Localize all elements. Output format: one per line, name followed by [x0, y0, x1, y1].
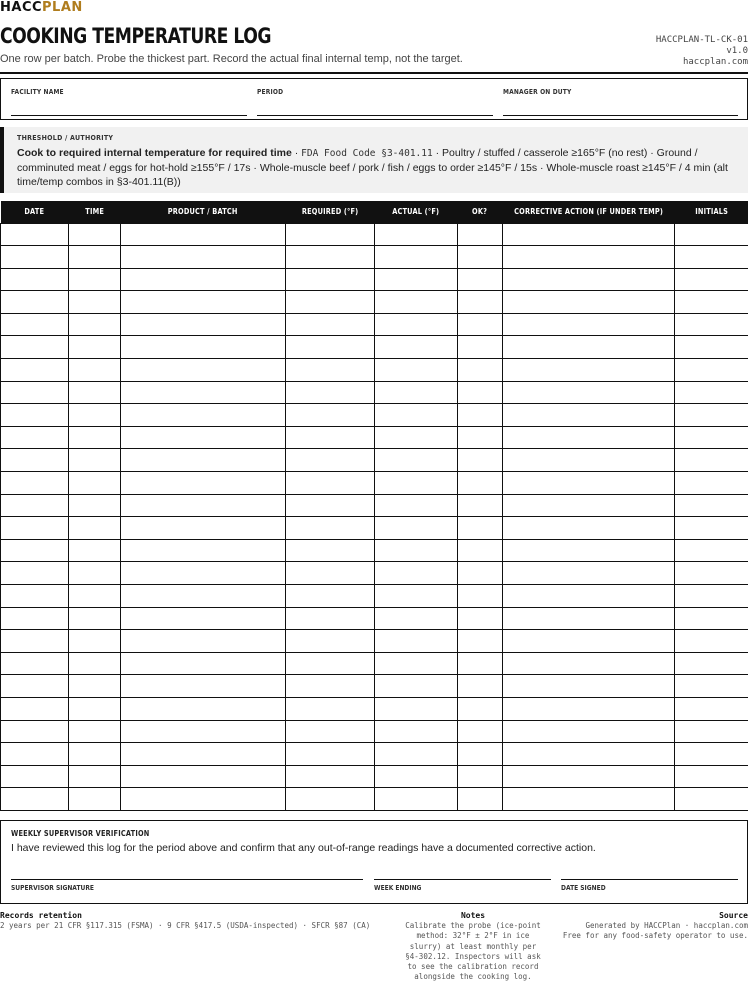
cell-corrective-action[interactable] — [503, 336, 675, 359]
cell-ok[interactable] — [458, 562, 503, 585]
cell-time[interactable] — [69, 765, 121, 788]
cell-required-temp[interactable] — [286, 652, 375, 675]
cell-corrective-action[interactable] — [503, 788, 675, 811]
signature-line — [11, 879, 363, 880]
cell-ok[interactable] — [458, 743, 503, 766]
supervisor-signature-field[interactable] — [11, 868, 363, 900]
cell-date[interactable] — [1, 585, 69, 608]
cell-actual-temp[interactable] — [375, 788, 458, 811]
cell-product-batch[interactable] — [121, 313, 286, 336]
cell-actual-temp[interactable] — [375, 359, 458, 382]
column-header-initials: INITIALS — [675, 201, 748, 223]
cell-corrective-action[interactable] — [503, 381, 675, 404]
cell-required-temp[interactable] — [286, 630, 375, 653]
cell-corrective-action[interactable] — [503, 652, 675, 675]
cell-time[interactable] — [69, 291, 121, 314]
cell-required-temp[interactable] — [286, 607, 375, 630]
cell-actual-temp[interactable] — [375, 404, 458, 427]
cell-ok[interactable] — [458, 517, 503, 540]
cell-initials[interactable] — [675, 404, 748, 427]
cell-time[interactable] — [69, 404, 121, 427]
table-row — [1, 381, 748, 404]
cell-corrective-action[interactable] — [503, 585, 675, 608]
cell-date[interactable] — [1, 675, 69, 698]
threshold-body: · Poultry / stuffed / casserole ≥165°F (no rest) · Ground / comminuted meat / eggs for hot-hold ≥155°F / 17s · Whole-muscle beef / pork / fish / eggs to order ≥145°F / 15s · Whole-muscle roast ≥145°F / 4 min (alt time/temp combos in §3-401.11(B)) — [17, 147, 728, 188]
cell-ok[interactable] — [458, 472, 503, 495]
cell-actual-temp[interactable] — [375, 607, 458, 630]
cell-required-temp[interactable] — [286, 381, 375, 404]
threshold-text — [17, 146, 738, 189]
column-header-actual-temp: ACTUAL (°F) — [375, 201, 458, 223]
cell-time[interactable] — [69, 359, 121, 382]
cell-ok[interactable] — [458, 246, 503, 269]
column-header-product-batch: PRODUCT / BATCH — [121, 201, 286, 223]
cell-corrective-action[interactable] — [503, 313, 675, 336]
cell-ok[interactable] — [458, 404, 503, 427]
threshold-lead: Cook to required internal temperature for required time — [17, 147, 292, 159]
source-line-1: Generated by HACCPlan · haccplan.com — [585, 921, 748, 930]
table-row — [1, 697, 748, 720]
cell-initials[interactable] — [675, 336, 748, 359]
cell-product-batch[interactable] — [121, 743, 286, 766]
cell-actual-temp[interactable] — [375, 675, 458, 698]
cell-initials[interactable] — [675, 223, 748, 246]
period-field[interactable] — [257, 88, 493, 116]
cell-corrective-action[interactable] — [503, 675, 675, 698]
cell-date[interactable] — [1, 517, 69, 540]
cell-product-batch[interactable] — [121, 291, 286, 314]
facility-name-field[interactable] — [11, 88, 247, 116]
document-id: HACCPLAN-TL-CK-01 — [655, 35, 748, 45]
cell-initials[interactable] — [675, 246, 748, 269]
cell-initials[interactable] — [675, 607, 748, 630]
table-row — [1, 585, 748, 608]
table-row — [1, 607, 748, 630]
cell-product-batch[interactable] — [121, 426, 286, 449]
cell-required-temp[interactable] — [286, 336, 375, 359]
cell-ok[interactable] — [458, 675, 503, 698]
cell-corrective-action[interactable] — [503, 562, 675, 585]
cell-corrective-action[interactable] — [503, 743, 675, 766]
cell-date[interactable] — [1, 246, 69, 269]
table-row — [1, 765, 748, 788]
cell-product-batch[interactable] — [121, 585, 286, 608]
notes-heading: Notes — [460, 911, 486, 920]
cell-date[interactable] — [1, 494, 69, 517]
date-signed-label: DATE SIGNED — [561, 884, 606, 892]
cell-initials[interactable] — [675, 426, 748, 449]
cell-initials[interactable] — [675, 449, 748, 472]
supervisor-signature-label: SUPERVISOR SIGNATURE — [11, 884, 94, 892]
cell-actual-temp[interactable] — [375, 449, 458, 472]
cell-time[interactable] — [69, 585, 121, 608]
cell-initials[interactable] — [675, 585, 748, 608]
cell-actual-temp[interactable] — [375, 313, 458, 336]
cell-product-batch[interactable] — [121, 517, 286, 540]
cell-product-batch[interactable] — [121, 449, 286, 472]
retention-heading: Records retention — [0, 911, 82, 920]
cell-required-temp[interactable] — [286, 291, 375, 314]
cell-actual-temp[interactable] — [375, 743, 458, 766]
cell-time[interactable] — [69, 720, 121, 743]
table-row — [1, 359, 748, 382]
cell-date[interactable] — [1, 539, 69, 562]
table-row — [1, 404, 748, 427]
table-row — [1, 472, 748, 495]
cell-initials[interactable] — [675, 765, 748, 788]
cell-required-temp[interactable] — [286, 223, 375, 246]
cell-required-temp[interactable] — [286, 562, 375, 585]
cell-initials[interactable] — [675, 630, 748, 653]
facility-name-label: FACILITY NAME — [11, 88, 64, 96]
cell-ok[interactable] — [458, 449, 503, 472]
cell-product-batch[interactable] — [121, 765, 286, 788]
cell-date[interactable] — [1, 359, 69, 382]
cell-required-temp[interactable] — [286, 585, 375, 608]
cell-time[interactable] — [69, 268, 121, 291]
table-header-row — [1, 201, 748, 223]
table-row — [1, 268, 748, 291]
cell-actual-temp[interactable] — [375, 291, 458, 314]
cell-product-batch[interactable] — [121, 359, 286, 382]
cell-ok[interactable] — [458, 359, 503, 382]
cell-time[interactable] — [69, 743, 121, 766]
cell-required-temp[interactable] — [286, 449, 375, 472]
cell-ok[interactable] — [458, 788, 503, 811]
column-header-corrective-action: CORRECTIVE ACTION (IF UNDER TEMP) — [503, 201, 675, 223]
cell-time[interactable] — [69, 472, 121, 495]
verification-label: WEEKLY SUPERVISOR VERIFICATION — [11, 829, 150, 838]
verification-statement: I have reviewed this log for the period above and confirm that any out-of-range readings have a documented corrective action. — [11, 842, 596, 854]
cell-time[interactable] — [69, 494, 121, 517]
cell-date[interactable] — [1, 291, 69, 314]
cell-time[interactable] — [69, 607, 121, 630]
cell-ok[interactable] — [458, 381, 503, 404]
table-row — [1, 788, 748, 811]
document-site: haccplan.com — [682, 57, 748, 67]
cell-date[interactable] — [1, 449, 69, 472]
table-row — [1, 675, 748, 698]
cell-date[interactable] — [1, 426, 69, 449]
cell-time[interactable] — [69, 788, 121, 811]
table-row — [1, 743, 748, 766]
cell-required-temp[interactable] — [286, 246, 375, 269]
cell-ok[interactable] — [458, 539, 503, 562]
retention-text: 2 years per 21 CFR §117.315 (FSMA) · 9 CFR §417.5 (USDA-inspected) · SFCR §87 (CA) — [0, 921, 371, 930]
week-ending-line — [374, 879, 551, 880]
cell-time[interactable] — [69, 449, 121, 472]
table-row — [1, 630, 748, 653]
cell-ok[interactable] — [458, 630, 503, 653]
table-row — [1, 223, 748, 246]
cell-ok[interactable] — [458, 607, 503, 630]
document-version: v1.0 — [726, 46, 748, 56]
source-line-2: Free for any food-safety operator to use. — [562, 931, 748, 941]
cell-ok[interactable] — [458, 720, 503, 743]
cell-initials[interactable] — [675, 494, 748, 517]
cell-date[interactable] — [1, 788, 69, 811]
cell-date[interactable] — [1, 743, 69, 766]
cell-time[interactable] — [69, 539, 121, 562]
cell-time[interactable] — [69, 562, 121, 585]
cell-date[interactable] — [1, 336, 69, 359]
cell-corrective-action[interactable] — [503, 494, 675, 517]
cell-ok[interactable] — [458, 585, 503, 608]
cell-corrective-action[interactable] — [503, 517, 675, 540]
cell-corrective-action[interactable] — [503, 223, 675, 246]
page-title: COOKING TEMPERATURE LOG — [0, 24, 272, 48]
cell-required-temp[interactable] — [286, 539, 375, 562]
column-header-time: TIME — [69, 201, 121, 223]
header-divider — [0, 72, 748, 74]
cell-date[interactable] — [1, 720, 69, 743]
table-row — [1, 562, 748, 585]
cell-time[interactable] — [69, 223, 121, 246]
cell-product-batch[interactable] — [121, 675, 286, 698]
cell-product-batch[interactable] — [121, 788, 286, 811]
cell-ok[interactable] — [458, 426, 503, 449]
table-row — [1, 652, 748, 675]
table-row — [1, 494, 748, 517]
table-row — [1, 246, 748, 269]
cell-date[interactable] — [1, 652, 69, 675]
cell-date[interactable] — [1, 630, 69, 653]
page-subtitle: One row per batch. Probe the thickest part. Record the actual final internal temp, not the target. — [0, 53, 463, 65]
cell-required-temp[interactable] — [286, 720, 375, 743]
cell-required-temp[interactable] — [286, 404, 375, 427]
cell-actual-temp[interactable] — [375, 268, 458, 291]
table-row — [1, 449, 748, 472]
cell-actual-temp[interactable] — [375, 472, 458, 495]
cell-date[interactable] — [1, 607, 69, 630]
table-row — [1, 539, 748, 562]
cell-actual-temp[interactable] — [375, 720, 458, 743]
cell-ok[interactable] — [458, 291, 503, 314]
cell-corrective-action[interactable] — [503, 765, 675, 788]
cell-ok[interactable] — [458, 765, 503, 788]
cell-time[interactable] — [69, 246, 121, 269]
cell-time[interactable] — [69, 517, 121, 540]
footer-retention — [0, 911, 400, 931]
cell-product-batch[interactable] — [121, 630, 286, 653]
cell-date[interactable] — [1, 223, 69, 246]
cell-time[interactable] — [69, 426, 121, 449]
period-label: PERIOD — [257, 88, 284, 96]
cell-actual-temp[interactable] — [375, 697, 458, 720]
cell-required-temp[interactable] — [286, 472, 375, 495]
cell-corrective-action[interactable] — [503, 630, 675, 653]
cell-actual-temp[interactable] — [375, 585, 458, 608]
cell-ok[interactable] — [458, 336, 503, 359]
source-heading: Source — [719, 911, 748, 920]
cell-time[interactable] — [69, 381, 121, 404]
cell-actual-temp[interactable] — [375, 336, 458, 359]
cell-date[interactable] — [1, 697, 69, 720]
cell-initials[interactable] — [675, 652, 748, 675]
cell-ok[interactable] — [458, 313, 503, 336]
cell-required-temp[interactable] — [286, 359, 375, 382]
cell-required-temp[interactable] — [286, 268, 375, 291]
cell-actual-temp[interactable] — [375, 630, 458, 653]
cell-time[interactable] — [69, 336, 121, 359]
cell-corrective-action[interactable] — [503, 291, 675, 314]
brand-logo: HACCPLAN — [0, 0, 83, 15]
cell-corrective-action[interactable] — [503, 426, 675, 449]
cell-ok[interactable] — [458, 223, 503, 246]
table-row — [1, 336, 748, 359]
cell-initials[interactable] — [675, 675, 748, 698]
cell-initials[interactable] — [675, 313, 748, 336]
cell-ok[interactable] — [458, 652, 503, 675]
cell-initials[interactable] — [675, 539, 748, 562]
cell-initials[interactable] — [675, 472, 748, 495]
cell-corrective-action[interactable] — [503, 404, 675, 427]
cell-corrective-action[interactable] — [503, 607, 675, 630]
cell-product-batch[interactable] — [121, 246, 286, 269]
cell-date[interactable] — [1, 562, 69, 585]
cell-corrective-action[interactable] — [503, 246, 675, 269]
cell-required-temp[interactable] — [286, 675, 375, 698]
week-ending-label: WEEK ENDING — [374, 884, 422, 892]
column-header-required-temp: REQUIRED (°F) — [286, 201, 375, 223]
threshold-panel — [0, 127, 748, 193]
cell-product-batch[interactable] — [121, 562, 286, 585]
facility-info-box — [0, 78, 748, 120]
threshold-label: THRESHOLD / AUTHORITY — [17, 134, 114, 142]
cell-date[interactable] — [1, 268, 69, 291]
cell-ok[interactable] — [458, 268, 503, 291]
cell-initials[interactable] — [675, 720, 748, 743]
cell-date[interactable] — [1, 313, 69, 336]
cell-actual-temp[interactable] — [375, 517, 458, 540]
cell-time[interactable] — [69, 675, 121, 698]
threshold-citation: FDA Food Code §3-401.11 — [301, 148, 433, 159]
cell-product-batch[interactable] — [121, 223, 286, 246]
cell-initials[interactable] — [675, 268, 748, 291]
cell-time[interactable] — [69, 697, 121, 720]
cell-corrective-action[interactable] — [503, 449, 675, 472]
cell-corrective-action[interactable] — [503, 472, 675, 495]
cell-product-batch[interactable] — [121, 472, 286, 495]
date-signed-field[interactable] — [561, 868, 738, 900]
cell-actual-temp[interactable] — [375, 494, 458, 517]
cell-actual-temp[interactable] — [375, 246, 458, 269]
manager-on-duty-field[interactable] — [503, 88, 738, 116]
footer-notes — [405, 911, 541, 983]
table-row — [1, 426, 748, 449]
cell-date[interactable] — [1, 472, 69, 495]
cell-actual-temp[interactable] — [375, 539, 458, 562]
cell-actual-temp[interactable] — [375, 765, 458, 788]
cell-required-temp[interactable] — [286, 743, 375, 766]
cell-product-batch[interactable] — [121, 697, 286, 720]
cell-required-temp[interactable] — [286, 313, 375, 336]
cell-required-temp[interactable] — [286, 788, 375, 811]
cell-corrective-action[interactable] — [503, 697, 675, 720]
manager-on-duty-label: MANAGER ON DUTY — [503, 88, 572, 96]
cell-product-batch[interactable] — [121, 720, 286, 743]
cell-date[interactable] — [1, 381, 69, 404]
cell-initials[interactable] — [675, 359, 748, 382]
cell-initials[interactable] — [675, 697, 748, 720]
table-row — [1, 720, 748, 743]
cell-time[interactable] — [69, 630, 121, 653]
column-header-ok: OK? — [458, 201, 503, 223]
cell-corrective-action[interactable] — [503, 720, 675, 743]
cooking-log-table — [0, 201, 748, 811]
cell-product-batch[interactable] — [121, 539, 286, 562]
cell-required-temp[interactable] — [286, 426, 375, 449]
cell-time[interactable] — [69, 652, 121, 675]
table-row — [1, 313, 748, 336]
cell-actual-temp[interactable] — [375, 562, 458, 585]
cell-initials[interactable] — [675, 291, 748, 314]
table-row — [1, 291, 748, 314]
cell-ok[interactable] — [458, 494, 503, 517]
cell-product-batch[interactable] — [121, 381, 286, 404]
cell-product-batch[interactable] — [121, 404, 286, 427]
threshold-separator: · — [291, 147, 302, 159]
cell-initials[interactable] — [675, 381, 748, 404]
cell-product-batch[interactable] — [121, 268, 286, 291]
footer-source — [538, 911, 748, 942]
cell-initials[interactable] — [675, 743, 748, 766]
cell-actual-temp[interactable] — [375, 223, 458, 246]
column-header-date: DATE — [1, 201, 69, 223]
cell-corrective-action[interactable] — [503, 539, 675, 562]
cell-product-batch[interactable] — [121, 652, 286, 675]
cell-required-temp[interactable] — [286, 765, 375, 788]
cell-actual-temp[interactable] — [375, 426, 458, 449]
cell-date[interactable] — [1, 404, 69, 427]
cell-corrective-action[interactable] — [503, 268, 675, 291]
cell-initials[interactable] — [675, 562, 748, 585]
week-ending-field[interactable] — [374, 868, 551, 900]
cell-required-temp[interactable] — [286, 697, 375, 720]
cell-initials[interactable] — [675, 517, 748, 540]
table-row — [1, 517, 748, 540]
document-meta — [656, 35, 748, 68]
cell-initials[interactable] — [675, 788, 748, 811]
cell-product-batch[interactable] — [121, 336, 286, 359]
supervisor-verification-box — [0, 820, 748, 904]
cell-actual-temp[interactable] — [375, 381, 458, 404]
date-signed-line — [561, 879, 738, 880]
cell-product-batch[interactable] — [121, 494, 286, 517]
cell-date[interactable] — [1, 765, 69, 788]
cell-required-temp[interactable] — [286, 517, 375, 540]
cell-actual-temp[interactable] — [375, 652, 458, 675]
cell-time[interactable] — [69, 313, 121, 336]
cell-corrective-action[interactable] — [503, 359, 675, 382]
cell-product-batch[interactable] — [121, 607, 286, 630]
cell-required-temp[interactable] — [286, 494, 375, 517]
cell-ok[interactable] — [458, 697, 503, 720]
notes-text: Calibrate the probe (ice-point method: 32°F ± 2°F in ice slurry) at least monthly per §4-302.12. Inspectors will ask to see the calibration record alongside the cooking log. — [405, 921, 541, 982]
